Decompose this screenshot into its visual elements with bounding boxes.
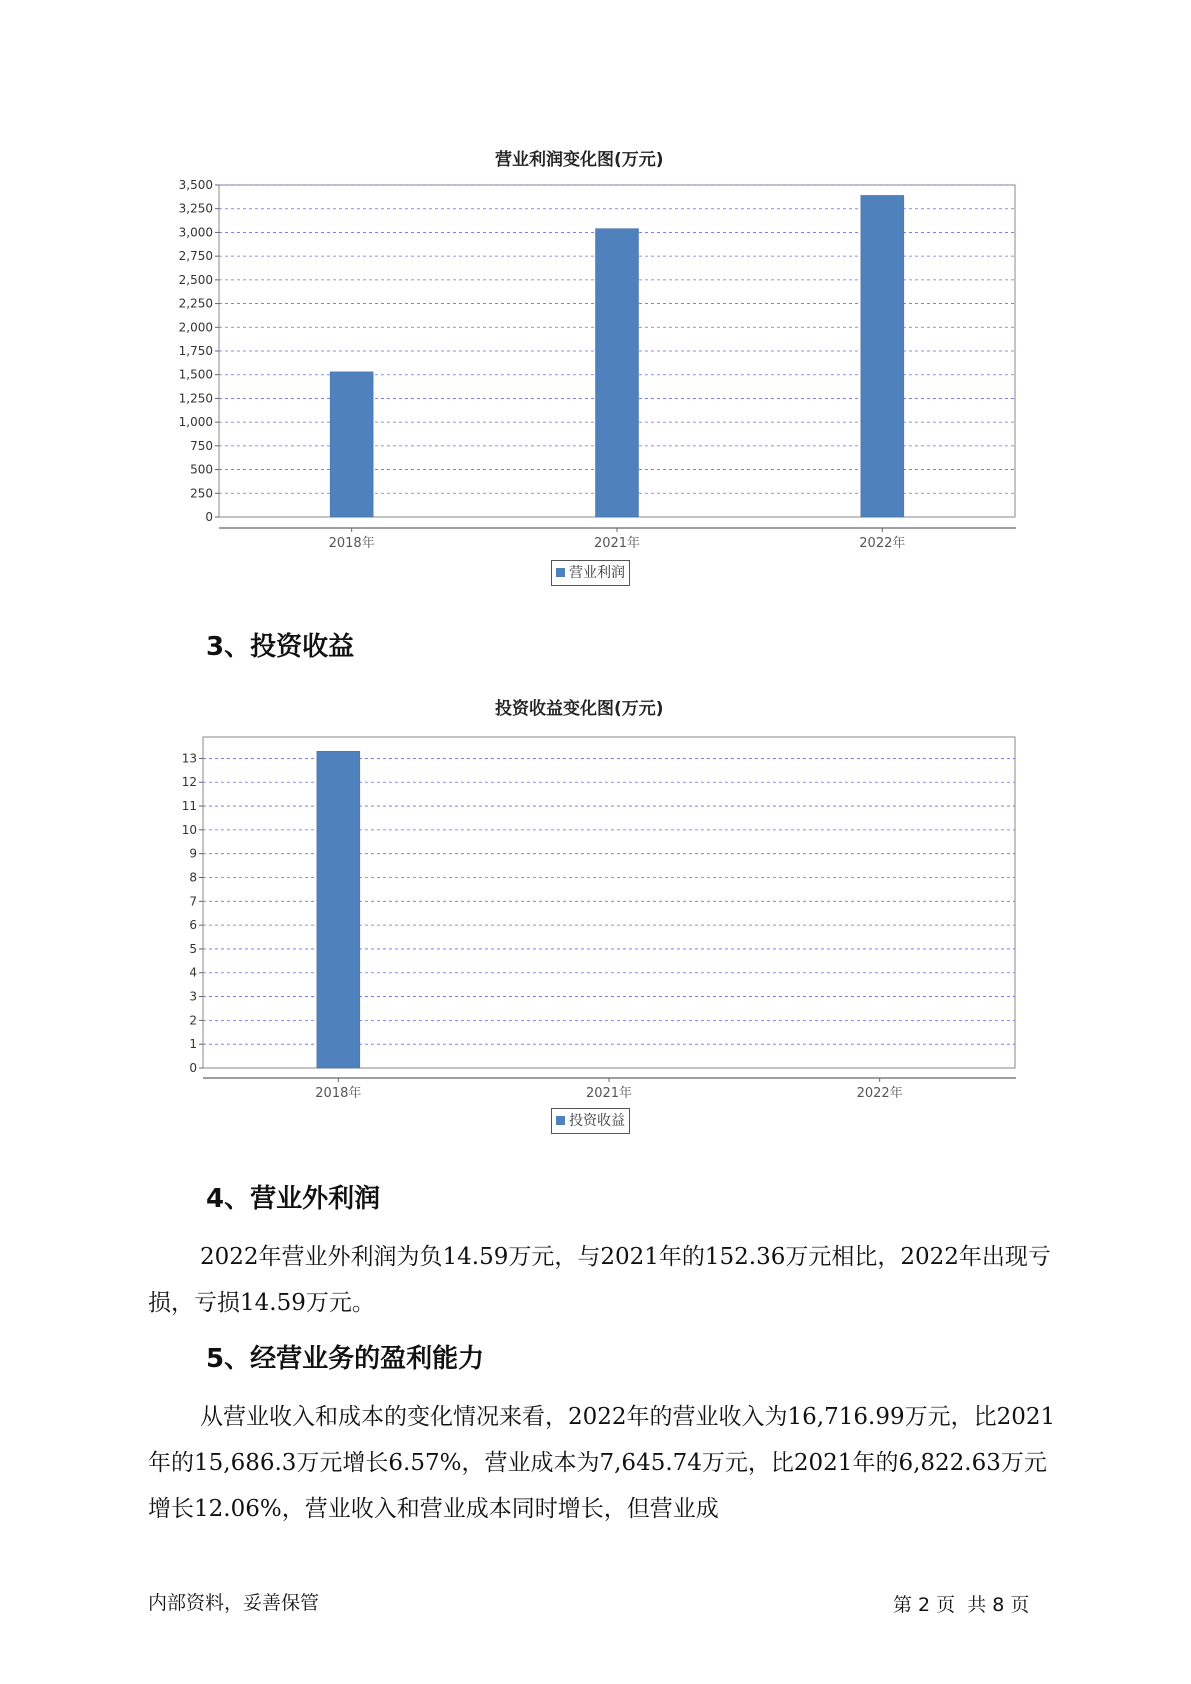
- x-tick-label: 2018年: [315, 1086, 362, 1101]
- y-tick-label: 1,250: [178, 391, 213, 406]
- y-tick-label: 12: [181, 775, 197, 790]
- section-3-heading: 3、投资收益: [206, 632, 355, 662]
- y-tick-label: 5: [189, 941, 197, 956]
- y-tick-label: 1,000: [178, 415, 213, 430]
- x-tick-label: 2021年: [593, 536, 641, 551]
- y-tick-label: 0: [205, 510, 213, 524]
- y-tick-label: 6: [189, 918, 197, 933]
- operating-profit-chart-title: 营业利润变化图(万元): [495, 150, 664, 170]
- section-5-heading: 5、经营业务的盈利能力: [206, 1344, 485, 1374]
- section-5-text: 从营业收入和成本的变化情况来看，2022年的营业收入为16,716.99万元，比2021年的15,686.3万元增长6.57%，营业成本为7,645.74万元，比2021年的6,822.63万元增长12.06%，营业收入和营业成本同时增长，但营业成: [148, 1404, 1056, 1522]
- y-tick-label: 10: [181, 822, 197, 837]
- y-tick-label: 8: [189, 870, 197, 885]
- y-tick-label: 500: [190, 462, 213, 477]
- y-tick-label: 3,250: [178, 201, 213, 216]
- footer-confidential-note: 内部资料，妥善保管: [148, 1592, 320, 1614]
- x-tick-label: 2022年: [859, 536, 906, 551]
- y-tick-label: 3,500: [178, 178, 213, 192]
- y-tick-label: 3,000: [178, 225, 213, 240]
- y-tick-label: 2: [189, 1013, 197, 1028]
- y-tick-label: 2,750: [178, 249, 213, 264]
- bar: [317, 751, 360, 1068]
- legend-label: 营业利润: [569, 565, 625, 581]
- section-4-text: 2022年营业外利润为负14.59万元，与2021年的152.36万元相比，2022年出现亏损，亏损14.59万元。: [148, 1244, 1051, 1316]
- x-tick-label: 2021年: [585, 1086, 633, 1101]
- y-tick-label: 2,000: [178, 320, 213, 335]
- legend-label: 投资收益: [569, 1113, 625, 1129]
- y-tick-label: 1,750: [178, 344, 213, 358]
- y-tick-label: 9: [189, 846, 197, 861]
- section-4-heading: 4、营业外利润: [206, 1184, 381, 1214]
- y-tick-label: 4: [189, 965, 197, 980]
- y-tick-label: 1: [189, 1037, 197, 1052]
- y-tick-label: 750: [190, 438, 213, 453]
- y-tick-label: 13: [181, 751, 197, 766]
- legend-swatch: [556, 1116, 565, 1125]
- x-tick-label: 2018年: [328, 536, 375, 551]
- x-tick-label: 2022年: [856, 1086, 903, 1101]
- section-4-paragraph: [148, 1234, 1060, 1326]
- y-tick-label: 250: [190, 486, 213, 501]
- investment-income-chart-title: 投资收益变化图(万元): [495, 699, 664, 719]
- y-tick-label: 7: [189, 894, 197, 909]
- y-tick-label: 0: [189, 1061, 197, 1075]
- y-tick-label: 11: [181, 799, 197, 814]
- y-tick-label: 3: [189, 989, 197, 1004]
- footer-page-number: 第 2 页 共 8 页: [893, 1594, 1030, 1616]
- investment-income-legend: [551, 1108, 630, 1134]
- y-tick-label: 2,500: [178, 272, 213, 287]
- section-5-paragraph: [148, 1394, 1060, 1532]
- y-tick-label: 1,500: [178, 367, 213, 382]
- y-tick-label: 2,250: [178, 296, 213, 311]
